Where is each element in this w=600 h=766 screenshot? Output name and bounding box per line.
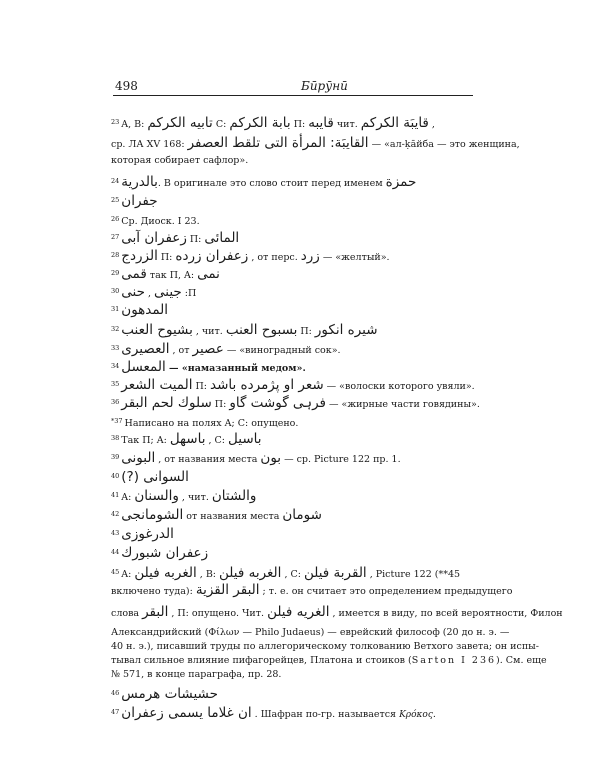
- footnote-26: $^{26}$ Ср. Диоск. I 23.: [111, 215, 200, 227]
- footnote-36: $^{36}$ سلوك لحم البقر П: فرہی گوشت گاو — «жирные части говядины».: [111, 395, 480, 411]
- footnote-40: $^{40}$ السوانى (?): [111, 469, 189, 485]
- footnote-42: $^{42}$ الشومانجى от названия места شومان: [111, 507, 322, 523]
- footnote-45: $^{45}$ A: الغربه فيلن , B: الغربه فيلن , C: القربة فيلن , Picture 122 (**45: [111, 565, 461, 581]
- footnote-33: $^{33}$ العصيرى , от عصير — «виноградный сок».: [111, 341, 341, 357]
- footnote-45-line2: включено туда): البقر القزية ; т. е. он считает это определением предыдущего: [111, 582, 513, 598]
- footnote-45-line4: Александрийский (Φίλων — Philo Judaeus) — еврейский философ (20 до н. э. —: [111, 627, 510, 638]
- footnote-45-line5: 40 н. э.), писавший труды по аллегорическому толкованию Ветхого завета; он испы-: [111, 641, 539, 652]
- footnote-45-line6: тывал сильное влияние пифагорейцев, Платона и стоиков (Sarton I 236). См. еще: [111, 655, 547, 666]
- footnote-24: $^{24}$ بالدرية. В оригинале это слово стоит перед именем حمزة: [111, 174, 417, 190]
- footnote-30: $^{30}$ حنى , جينى :П: [111, 284, 197, 300]
- running-head: Бӣрӯнӣ: [301, 79, 348, 93]
- footnote-38: $^{38}$ Так П; A: باسهل , C: باسيل: [111, 431, 262, 447]
- footnote-47: $^{47}$ ان غلاما يسمى زعفران . Шафран по-гр. называется Κρόκος.: [111, 705, 436, 721]
- footnote-44: $^{44}$ زعفران شبورك: [111, 545, 209, 561]
- footnote-34: $^{34}$ المعسل — «намазанный медом».: [111, 359, 306, 375]
- footnote-41: $^{41}$ A: والسنان , чит. والشتان: [111, 488, 257, 504]
- footnote-45-line7: № 571, в конце параграфа, пр. 28.: [111, 669, 282, 680]
- footnote-23: $^{23}$ A, B: تابيه الكركم C: بابة الكركم П: قايبه чит. قايبَة الكركم ,: [111, 115, 435, 131]
- footnote-45-line3: слова البقر , П: опущено. Чит. الغريه فيلن , имеется в виду, по всей вероятности, Филон: [111, 604, 563, 620]
- footnote-23-end: которая собирает сафлор».: [111, 155, 249, 166]
- footnote-35: $^{35}$ الميت الشعر П: شعر او پژمرده باشد — «волоски которого увяли».: [111, 377, 475, 393]
- footnote-43: $^{43}$ الدرغوزى: [111, 526, 174, 542]
- footnote-23-cont: ср. ЛА XV 168: القايبَة: المرأة التى تلقط العصفر — «ал-ḳа̄йба — это женщина,: [111, 135, 520, 151]
- footnote-29: $^{29}$ قمى так П, A: نمى: [111, 266, 220, 282]
- footnote-46: $^{46}$ حشيشات هرمس: [111, 686, 218, 702]
- footnote-27: $^{27}$ زعفران آبى П: المائى: [111, 230, 240, 246]
- footnote-28: $^{28}$ الزردج П: زعفران زرده , от перс. زرد — «желтый».: [111, 248, 390, 264]
- page-header: [113, 77, 473, 96]
- footnote-31: $^{31}$ المدهون: [111, 302, 169, 318]
- page-number: 498: [115, 79, 138, 93]
- footnote-25: $^{25}$ جفران: [111, 193, 158, 209]
- footnote-32: $^{32}$ بشيوح العنب , чит. بسبوح العنب П: شيره انكور: [111, 322, 378, 338]
- footnote-37: $^{*37}$ Написано на полях A; C: опущено.: [111, 417, 299, 429]
- footnote-39: $^{39}$ البونى , от названия места بون — ср. Picture 122 пр. 1.: [111, 450, 401, 466]
